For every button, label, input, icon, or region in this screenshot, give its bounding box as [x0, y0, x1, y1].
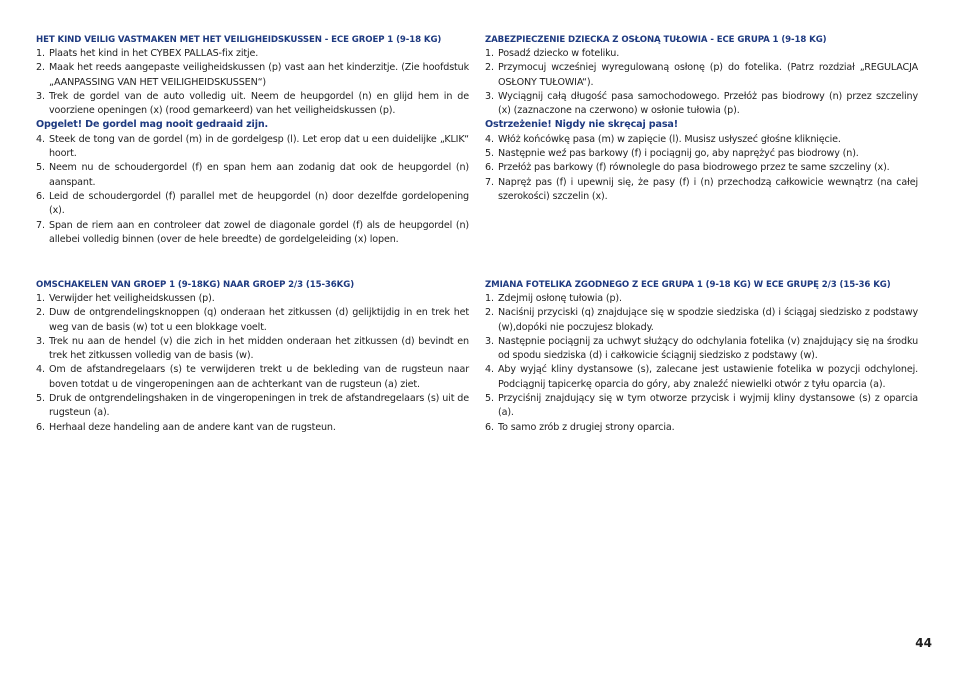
item-text: Plaats het kind in het CYBEX PALLAS-fix zitje.	[49, 48, 259, 59]
item-number: 2.	[36, 62, 45, 74]
list-item	[485, 363, 918, 392]
list-item	[485, 306, 918, 335]
list-item	[485, 90, 918, 119]
instruction-list	[485, 292, 918, 435]
item-number: 3.	[485, 90, 494, 102]
item-text: Duw de ontgrendelingsknoppen (q) onderaan het zitkussen (d) gelijktijdig in en trek het weg van de basis (w) tot u een blokkage voelt.	[49, 307, 469, 333]
section-heading: ZMIANA FOTELIKA ZGODNEGO Z ECE GRUPA 1 (9-18 KG) W ECE GRUPĘ 2/3 (15-36 KG)	[485, 280, 891, 290]
item-text: Om de afstandregelaars (s) te verwijderen trekt u de bekleding van de rugsteun naar boven totdat u de vingeropeningen aan de achterkant van de rugsteun (a) ziet.	[49, 364, 469, 390]
item-text: Steek de tong van de gordel (m) in de gordelgesp (l). Let erop dat u een duidelijke „KLIK“ hoort.	[49, 133, 469, 160]
instruction-list	[485, 133, 918, 204]
list-item	[485, 421, 918, 435]
item-number: 3.	[485, 335, 494, 347]
item-number: 6.	[36, 421, 45, 433]
list-item	[485, 335, 918, 364]
list-item	[36, 90, 469, 119]
list-item	[36, 47, 469, 61]
item-number: 4.	[485, 133, 494, 145]
item-text: Naciśnij przyciski (q) znajdujące się w spodzie siedziska (d) i ściągaj siedzisko z podstawy (w),dopóki nie poczujesz blokady.	[498, 307, 918, 333]
instruction-list	[36, 133, 469, 247]
list-item	[36, 392, 469, 421]
list-item	[36, 292, 469, 306]
item-text: Trek nu aan de hendel (v) die zich in het midden onderaan het zitkussen (d) bevindt en trek het zitkussen volledig van de basis (w).	[49, 335, 469, 362]
item-text: Druk de ontgrendelingshaken in de vingeropeningen in trek de afstandregelaars (s) uit de rugsteun (a).	[49, 393, 469, 419]
item-number: 5.	[36, 393, 45, 405]
item-number: 1.	[485, 293, 494, 304]
section-heading: ZABEZPIECZENIE DZIECKA Z OSŁONĄ TUŁOWIA - ECE GRUPA 1 (9-18 KG)	[485, 35, 827, 45]
item-number: 5.	[485, 393, 494, 405]
pl-switch-section	[485, 278, 918, 435]
item-number: 5.	[485, 148, 494, 160]
item-text: Następnie pociągnij za uchwyt służący do odchylania fotelika (v) znajdujący się na środku od spodu siedziska (d) i całkowicie ściągnij siedzisko z podstawy (w).	[498, 335, 918, 362]
list-item	[485, 392, 918, 421]
item-text: Następnie weź pas barkowy (f) i pociągnij go, aby naprężyć pas biodrowy (n).	[498, 148, 859, 160]
list-item	[36, 363, 469, 392]
item-text: Przełóż pas barkowy (f) równolegle do pasa biodrowego przez te same szczeliny (x).	[498, 162, 890, 174]
item-number: 2.	[36, 307, 45, 319]
item-number: 6.	[485, 162, 494, 174]
list-item	[36, 161, 469, 190]
list-item	[485, 47, 918, 61]
item-number: 4.	[485, 364, 494, 376]
list-item	[36, 219, 469, 248]
item-text: Włóż końcówkę pasa (m) w zapięcie (l). Musisz usłyszeć głośne kliknięcie.	[498, 133, 841, 145]
item-number: 7.	[485, 176, 494, 188]
item-text: Wyciągnij całą długość pasa samochodowego. Przełóż pas biodrowy (n) przez szczeliny (x) (zaznaczone na czerwono) w osłonie tułowia (p).	[498, 90, 918, 117]
section-heading: HET KIND VEILIG VASTMAKEN MET HET VEILIGHEIDSKUSSEN - ECE GROEP 1 (9-18 KG)	[36, 35, 442, 45]
item-text: Przyciśnij znajdujący się w tym otworze przycisk i wyjmij kliny dystansowe (s) z oparcia (a).	[498, 393, 918, 419]
item-text: Aby wyjąć kliny dystansowe (s), zalecane jest ustawienie fotelika w pozycji odchylonej. Podciągnij tapicerkę oparcia do góry, aby znaleźć niewielki otwór z tyłu oparcia (a).	[498, 364, 918, 390]
item-number: 7.	[36, 219, 45, 231]
list-item	[485, 161, 918, 175]
list-item	[36, 306, 469, 335]
item-number: 3.	[36, 335, 45, 347]
item-number: 4.	[36, 133, 45, 145]
item-text: Maak het reeds aangepaste veiligheidskussen (p) vast aan het kinderzitje. (Zie hoofdstuk „AANPASSING VAN HET VEILIGHEIDSKUSSEN“)	[49, 62, 469, 88]
pl-secure-section	[485, 33, 918, 204]
list-item	[485, 147, 918, 161]
warning-text: Ostrzeżenie! Nigdy nie skręcaj pasa!	[485, 119, 678, 131]
item-text: Leid de schoudergordel (f) parallel met de heupgordel (n) door dezelfde gordelopening (x).	[49, 190, 469, 217]
item-number: 2.	[485, 62, 494, 74]
item-text: Zdejmij osłonę tułowia (p).	[498, 293, 622, 304]
instruction-list	[485, 47, 918, 118]
list-item	[36, 335, 469, 364]
item-text: Herhaal deze handeling aan de andere kant van de rugsteun.	[49, 421, 336, 433]
nl-secure-section	[36, 33, 469, 247]
item-number: 1.	[36, 48, 45, 59]
list-item	[36, 190, 469, 219]
item-number: 5.	[36, 162, 45, 174]
list-item	[36, 61, 469, 90]
item-text: Napręż pas (f) i upewnij się, że pasy (f) i (n) przechodzą całkowicie wewnątrz (na całej szerokości) szczelin (x).	[498, 176, 918, 202]
list-item	[485, 176, 918, 205]
item-text: Posadź dziecko w foteliku.	[498, 48, 620, 59]
item-text: Neem nu de schoudergordel (f) en span hem aan zodanig dat ook de heupgordel (n) aanspant.	[49, 162, 469, 188]
item-number: 1.	[36, 293, 45, 304]
item-number: 4.	[36, 364, 45, 376]
instruction-list	[36, 47, 469, 118]
item-text: Verwijder het veiligheidskussen (p).	[49, 293, 215, 304]
item-number: 3.	[36, 90, 45, 102]
list-item	[485, 133, 918, 147]
list-item	[36, 421, 469, 435]
nl-switch-section	[36, 278, 469, 435]
item-number: 1.	[485, 48, 494, 59]
item-number: 6.	[36, 190, 45, 202]
item-text: To samo zrób z drugiej strony oparcia.	[498, 421, 675, 433]
list-item	[36, 133, 469, 162]
page-number: 44	[915, 636, 932, 650]
item-text: Przymocuj wcześniej wyregulowaną osłonę (p) do fotelika. (Patrz rozdział „REGULACJA OSŁONY TUŁOWIA“).	[498, 62, 918, 88]
item-text: Trek de gordel van de auto volledig uit. Neem de heupgordel (n) en glijd hem in de voorziene openingen (x) (rood gemarkeerd) van het veiligheidskussen (p).	[49, 90, 469, 117]
list-item	[485, 292, 918, 306]
item-text: Span de riem aan en controleer dat zowel de diagonale gordel (f) als de heupgordel (n) allebei volledig binnen (over de hele breedte) de gordelgeleiding (x) lopen.	[49, 219, 469, 245]
item-number: 6.	[485, 421, 494, 433]
item-number: 2.	[485, 307, 494, 319]
list-item	[485, 61, 918, 90]
instruction-list	[36, 292, 469, 435]
warning-text: Opgelet! De gordel mag nooit gedraaid zijn.	[36, 119, 269, 131]
section-heading: OMSCHAKELEN VAN GROEP 1 (9-18KG) NAAR GROEP 2/3 (15-36KG)	[36, 280, 355, 290]
